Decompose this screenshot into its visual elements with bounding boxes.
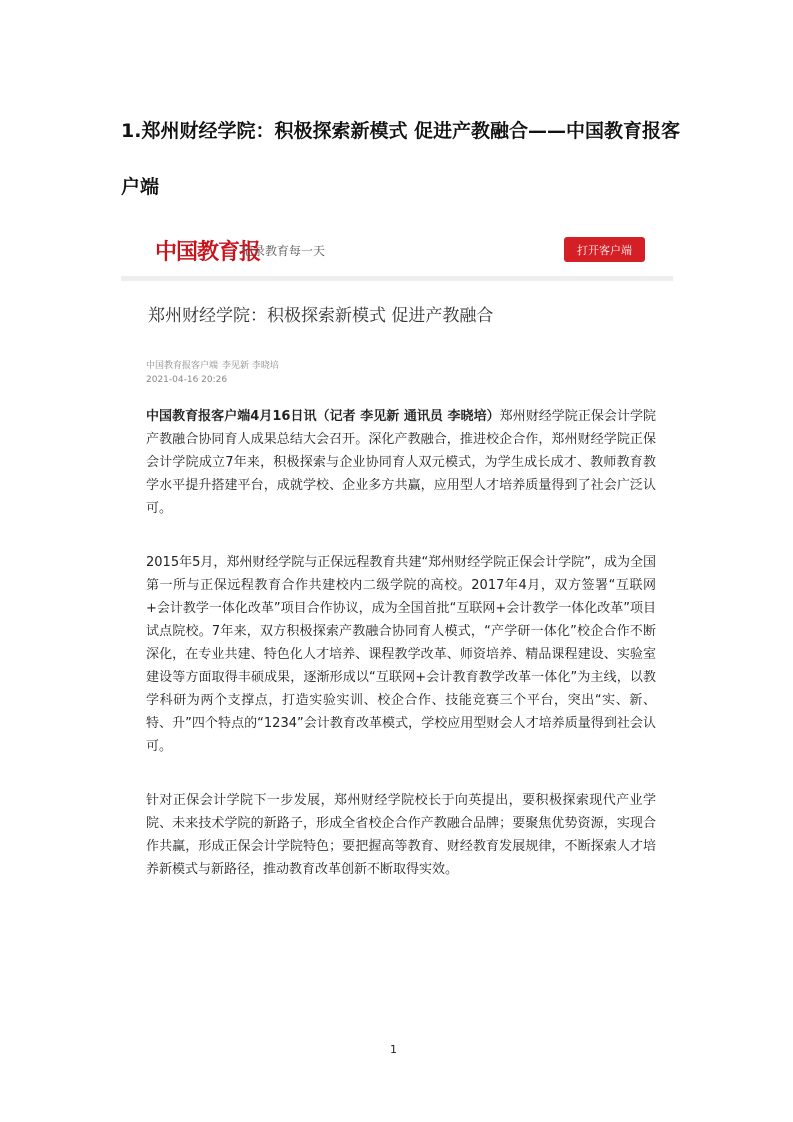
app-header: [121, 222, 673, 276]
document-title: 1.郑州财经学院：积极探索新模式 促进产教融合——中国教育报客户端: [121, 120, 681, 198]
header-divider: [121, 276, 673, 281]
paragraph-3: 针对正保会计学院下一步发展，郑州财经学院校长于向英提出，要积极探索现代产业学院、未来技术学院的新路子，形成全省校企合作产教融合品牌；要聚焦优势资源，实现合作共赢，形成正保会计学院特色；要把握高等教育、财经教育发展规律，不断探索人才培养新模式与新路径，推动教育改革创新不断取得实效。: [146, 793, 656, 877]
page-number: 1: [390, 1043, 397, 1056]
paragraph-1: [146, 405, 656, 520]
open-app-button[interactable]: 打开客户端: [564, 237, 645, 262]
article-authors: 李见新 李晓培: [222, 361, 279, 371]
paragraph-1-text: 郑州财经学院正保会计学院产教融合协同育人成果总结大会召开。深化产教融合，推进校企合作，郑州财经学院正保会计学院成立7年来，积极探索与企业协同育人双元模式，为学生成长成才、教师教育教学水平提升搭建平台，成就学校、企业多方共赢，应用型人才培养质量得到了社会广泛认可。: [146, 409, 656, 516]
article-meta: [146, 359, 673, 387]
paragraph-lead: 中国教育报客户端4月16日讯（记者 李见新 通讯员 李晓培）: [146, 409, 500, 424]
article-screenshot: [121, 222, 673, 387]
article-datetime: 2021-04-16 20:26: [146, 375, 228, 385]
article-title: 郑州财经学院：积极探索新模式 促进产教融合: [148, 306, 494, 326]
newspaper-logo: 中国教育报: [155, 239, 261, 265]
article-body: [146, 405, 656, 912]
header-slogan: 记录教育每一天: [241, 244, 326, 258]
article-source: 中国教育报客户端: [146, 361, 219, 371]
paragraph-2: 2015年5月，郑州财经学院与正保远程教育共建“郑州财经学院正保会计学院”，成为全国第一所与正保远程教育合作共建校内二级学院的高校。2017年4月，双方签署“互联网+会计教学一体化改革”项目合作协议，成为全国首批“互联网+会计教学一体化改革”项目试点院校。7年来，双方积极探索产教融合协同育人模式，“产学研一体化”校企合作不断深化，在专业共建、特色化人才培养、课程教学改革、师资培养、精品课程建设、实验室建设等方面取得丰硕成果，逐渐形成以“互联网+会计教育教学改革一体化”为主线，以教学科研为两个支撑点，打造实验实训、校企合作、技能竞赛三个平台，突出“实、新、特、升”四个特点的“1234”会计教育改革模式，学校应用型财会人才培养质量得到社会认可。: [146, 555, 656, 754]
